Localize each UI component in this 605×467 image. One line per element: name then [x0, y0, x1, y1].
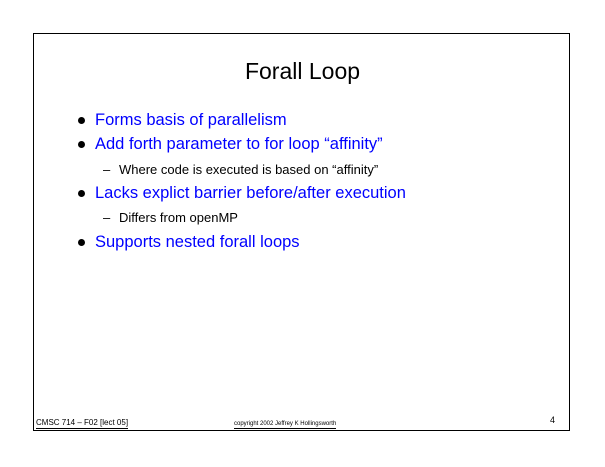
footer-copyright: copyright 2002 Jeffrey K Hollingsworth [234, 421, 337, 427]
bullet-text: Lacks explict barrier before/after execution [95, 184, 406, 202]
bullet-text: Add forth parameter to for loop “affinity” [95, 135, 383, 153]
bullet-text: Forms basis of parallelism [95, 111, 287, 129]
slide-title: Forall Loop [244, 58, 361, 84]
footer-course: CMSC 714 – F02 [lect 05] [36, 418, 129, 427]
sub-bullet-text: Differs from openMP [119, 210, 238, 225]
bullet-dot-icon [78, 239, 85, 246]
bullet-dot-icon [78, 117, 85, 124]
dash-icon: – [103, 210, 111, 225]
sub-bullet-text: Where code is executed is based on “affinity” [119, 162, 379, 177]
dash-icon: – [103, 162, 111, 177]
page-number: 4 [550, 415, 556, 425]
bullet-dot-icon [78, 190, 85, 197]
bullet-dot-icon [78, 141, 85, 148]
bullet-text: Supports nested forall loops [95, 233, 300, 251]
